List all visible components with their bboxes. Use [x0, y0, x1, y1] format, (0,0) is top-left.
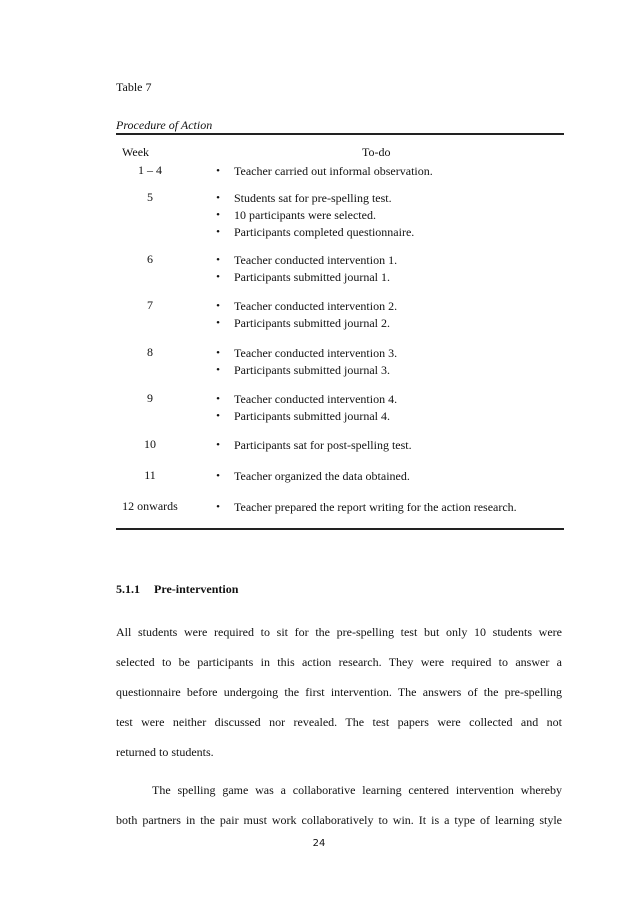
bullet-icon: •: [216, 300, 220, 312]
todo-item-text: Participants completed questionnaire.: [234, 225, 415, 239]
table-title: Procedure of Action: [116, 118, 213, 132]
week-cell: 8: [147, 345, 153, 359]
todo-item-text: Teacher conducted intervention 2.: [234, 299, 398, 313]
todo-item-text: Participants submitted journal 3.: [234, 363, 390, 377]
todo-item-text: Participants submitted journal 2.: [234, 316, 390, 330]
week-cell: 5: [147, 190, 153, 204]
column-header-todo: To-do: [362, 145, 391, 159]
todo-item-text: Students sat for pre-spelling test.: [234, 191, 392, 205]
bullet-icon: •: [216, 254, 220, 266]
todo-item-text: Participants sat for post-spelling test.: [234, 438, 412, 452]
todo-item-text: Teacher conducted intervention 4.: [234, 392, 398, 406]
week-cell: 11: [144, 468, 156, 482]
bullet-icon: •: [216, 271, 220, 283]
paragraph-2: [116, 775, 562, 835]
bullet-icon: •: [216, 439, 220, 451]
todo-item-text: Teacher organized the data obtained.: [234, 469, 410, 483]
paragraph-line: questionnaire before undergoing the first intervention. The answers of the pre-spelling: [116, 685, 562, 699]
bullet-icon: •: [216, 364, 220, 376]
paragraph-line: selected to be participants in this action research. They were required to answer a: [116, 655, 562, 669]
bullet-icon: •: [216, 347, 220, 359]
paragraph-line: returned to students.: [116, 745, 214, 759]
paragraph-1: [116, 617, 562, 767]
bullet-icon: •: [216, 209, 220, 221]
section-number: 5.1.1: [116, 582, 140, 596]
paragraph-line: The spelling game was a collaborative learning centered intervention whereby: [152, 783, 562, 797]
table-bottom-rule: [116, 528, 564, 530]
week-cell: 12 onwards: [122, 499, 178, 513]
table-label: Table 7: [116, 80, 152, 94]
bullet-icon: •: [216, 165, 220, 177]
week-cell: 9: [147, 391, 153, 405]
paragraph-line: All students were required to sit for the pre-spelling test but only 10 students were: [116, 625, 562, 639]
todo-item-text: Participants submitted journal 1.: [234, 270, 390, 284]
table-top-rule: [116, 133, 564, 135]
bullet-icon: •: [216, 410, 220, 422]
todo-item-text: Teacher carried out informal observation.: [234, 164, 433, 178]
bullet-icon: •: [216, 470, 220, 482]
bullet-icon: •: [216, 501, 220, 513]
paragraph-line: both partners in the pair must work collaboratively to win. It is a type of learning style: [116, 813, 562, 827]
section-heading: [116, 582, 238, 597]
week-cell: 1 – 4: [138, 163, 162, 177]
todo-item-text: Teacher conducted intervention 1.: [234, 253, 398, 267]
week-cell: 7: [147, 298, 153, 312]
week-cell: 6: [147, 252, 153, 266]
week-cell: 10: [144, 437, 156, 451]
bullet-icon: •: [216, 226, 220, 238]
bullet-icon: •: [216, 317, 220, 329]
todo-item-text: Participants submitted journal 4.: [234, 409, 390, 423]
todo-item-text: Teacher prepared the report writing for the action research.: [234, 500, 517, 514]
paragraph-line: test were neither discussed nor revealed. The test papers were collected and not: [116, 715, 562, 729]
todo-item-text: 10 participants were selected.: [234, 208, 376, 222]
todo-item-text: Teacher conducted intervention 3.: [234, 346, 398, 360]
bullet-icon: •: [216, 192, 220, 204]
section-title: Pre-intervention: [154, 582, 239, 596]
bullet-icon: •: [216, 393, 220, 405]
page-number: 24: [312, 838, 326, 849]
column-header-week: Week: [122, 145, 150, 159]
